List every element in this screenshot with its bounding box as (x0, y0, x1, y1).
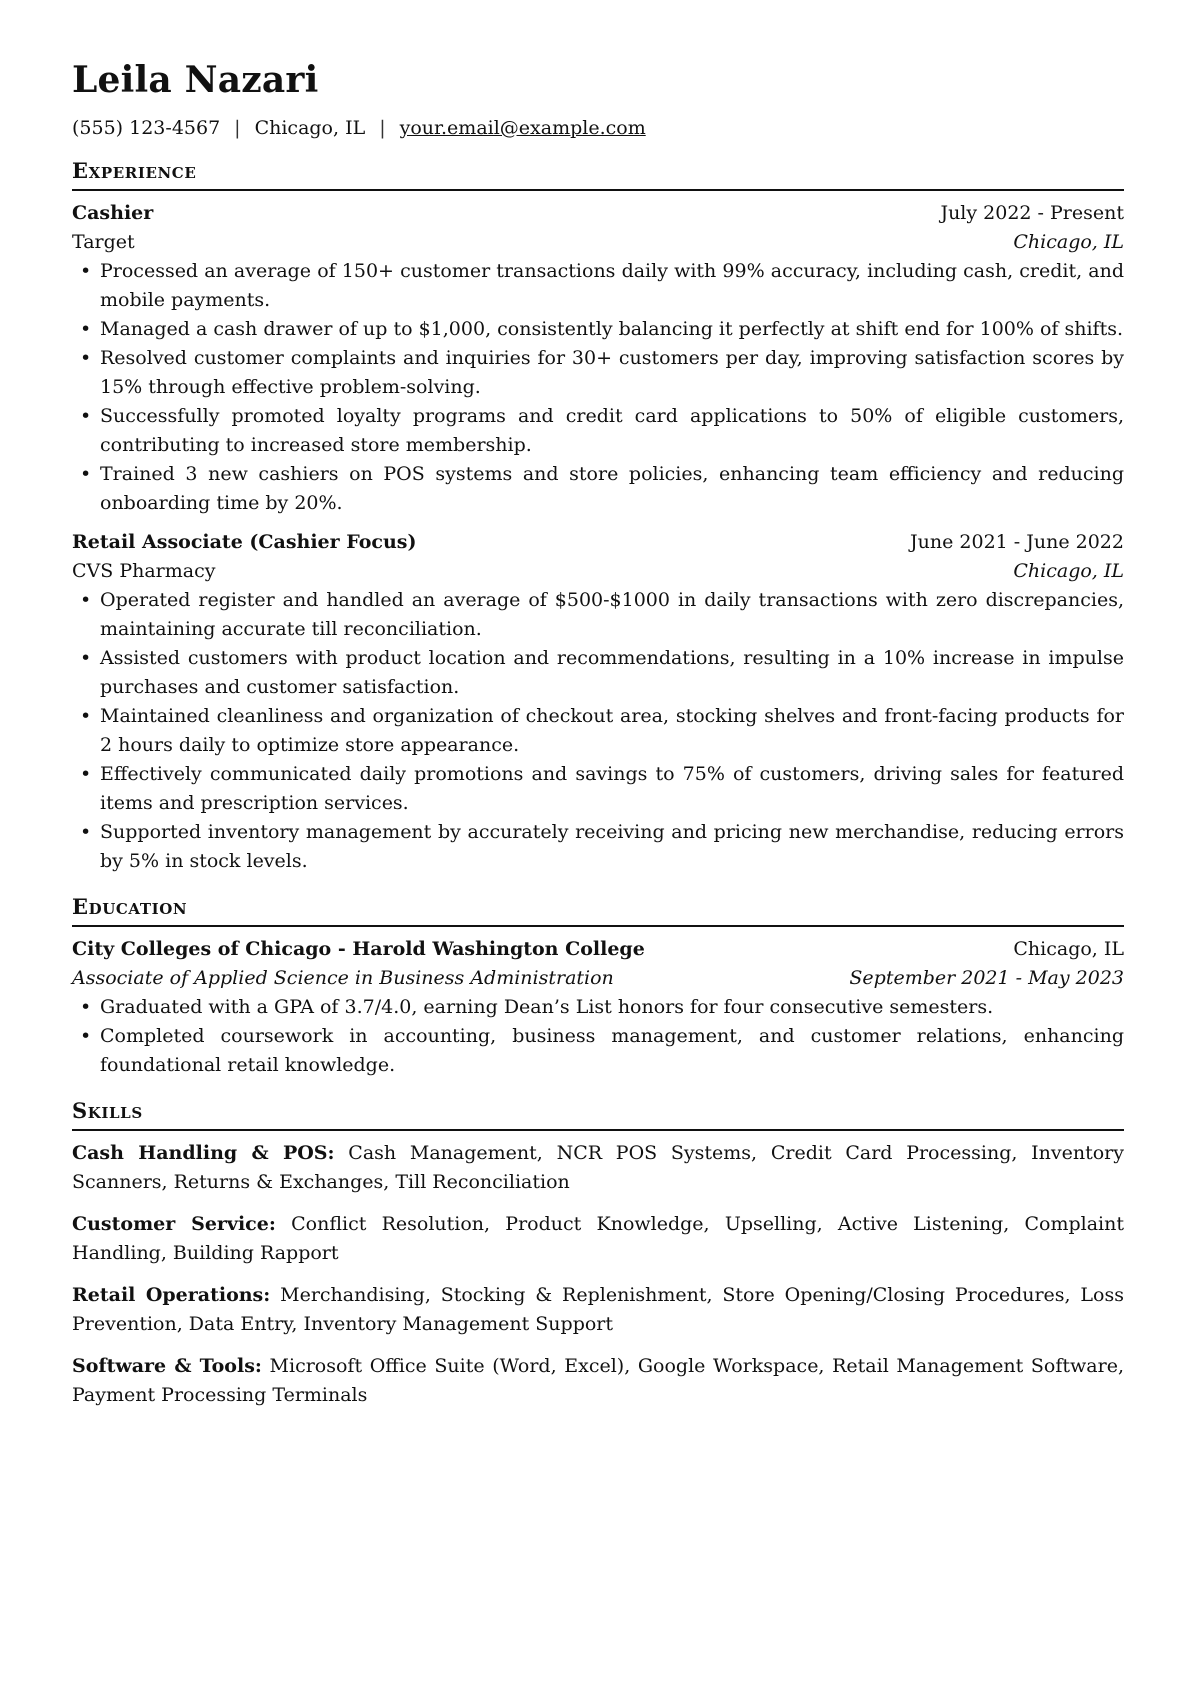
separator: | (379, 117, 386, 139)
bullet-item: • Managed a cash drawer of up to $1,000, consistently balancing it perfectly at shift end for 100% of shifts. (72, 315, 1124, 344)
job-entry (72, 199, 1124, 518)
job-dates: June 2021 - June 2022 (910, 531, 1124, 553)
education-section (72, 894, 1124, 1080)
resume-page (72, 58, 1124, 1423)
skill-values: Conflict Resolution, Product Knowledge, Upselling, Active Listening, Complaint Handling, Building Rapport (72, 1213, 1124, 1264)
section-divider (72, 189, 1124, 191)
bullet-item: • Effectively communicated daily promotions and savings to 75% of customers, driving sales for featured items and prescription services. (72, 760, 1124, 818)
job-company: CVS Pharmacy (72, 560, 216, 582)
section-divider (72, 925, 1124, 927)
bullet-item: • Supported inventory management by accurately receiving and pricing new merchandise, reducing errors by 5% in stock levels. (72, 818, 1124, 876)
bullet-item: • Completed coursework in accounting, business management, and customer relations, enhancing foundational retail knowledge. (72, 1022, 1124, 1080)
job-bullets (72, 586, 1124, 876)
skill-values: Cash Management, NCR POS Systems, Credit Card Processing, Inventory Scanners, Returns & Exchanges, Till Reconciliation (72, 1142, 1124, 1193)
bullet-item: • Maintained cleanliness and organization of checkout area, stocking shelves and front-facing products for 2 hours daily to optimize store appearance. (72, 702, 1124, 760)
bullet-item: • Resolved customer complaints and inquiries for 30+ customers per day, improving satisfaction scores by 15% through effective problem-solving. (72, 344, 1124, 402)
bullet-item: • Operated register and handled an average of $500-$1000 in daily transactions with zero discrepancies, maintaining accurate till reconciliation. (72, 586, 1124, 644)
phone-number: (555) 123-4567 (72, 117, 221, 139)
skill-values: Merchandising, Stocking & Replenishment, Store Opening/Closing Procedures, Loss Prevention, Data Entry, Inventory Management Support (72, 1284, 1124, 1335)
bullet-item: • Successfully promoted loyalty programs and credit card applications to 50% of eligible customers, contributing to increased store membership. (72, 402, 1124, 460)
section-title-skills: Skills (72, 1098, 143, 1123)
education-dates: September 2021 - May 2023 (849, 967, 1124, 989)
experience-section (72, 158, 1124, 876)
candidate-name: Leila Nazari (72, 59, 319, 101)
job-location: Chicago, IL (1013, 231, 1124, 253)
skills-section (72, 1098, 1124, 1410)
job-role: Retail Associate (Cashier Focus) (72, 531, 417, 553)
bullet-item: • Assisted customers with product location and recommendations, resulting in a 10% increase in impulse purchases and customer satisfaction. (72, 644, 1124, 702)
job-bullets (72, 257, 1124, 518)
school-name: City Colleges of Chicago - Harold Washington College (72, 938, 645, 960)
job-role: Cashier (72, 202, 154, 224)
email-link[interactable]: your.email@example.com (399, 117, 646, 139)
job-entry (72, 528, 1124, 876)
bullet-item: • Graduated with a GPA of 3.7/4.0, earning Dean’s List honors for four consecutive semesters. (72, 993, 1124, 1022)
bullet-item: • Processed an average of 150+ customer transactions daily with 99% accuracy, including cash, credit, and mobile payments. (72, 257, 1124, 315)
skill-label: Customer Service: (72, 1213, 276, 1235)
degree: Associate of Applied Science in Business Administration (72, 967, 614, 989)
skill-group (72, 1139, 1124, 1197)
skill-values: Microsoft Office Suite (Word, Excel), Google Workspace, Retail Management Software, Payment Processing Terminals (72, 1355, 1124, 1406)
job-company: Target (72, 231, 135, 253)
contact-line (72, 116, 1124, 140)
skill-group (72, 1281, 1124, 1339)
skill-group (72, 1210, 1124, 1268)
section-title-experience: Experience (72, 158, 197, 183)
location: Chicago, IL (254, 117, 366, 139)
job-location: Chicago, IL (1013, 560, 1124, 582)
skill-label: Cash Handling & POS: (72, 1142, 335, 1164)
bullet-item: • Trained 3 new cashiers on POS systems and store policies, enhancing team efficiency and reducing onboarding time by 20%. (72, 460, 1124, 518)
education-bullets (72, 993, 1124, 1080)
separator: | (234, 117, 241, 139)
skill-group (72, 1352, 1124, 1410)
school-location: Chicago, IL (1013, 938, 1124, 960)
section-title-education: Education (72, 894, 188, 919)
education-entry (72, 935, 1124, 1080)
skill-label: Retail Operations: (72, 1284, 271, 1306)
section-divider (72, 1129, 1124, 1131)
job-dates: July 2022 - Present (940, 202, 1124, 224)
skill-label: Software & Tools: (72, 1355, 262, 1377)
